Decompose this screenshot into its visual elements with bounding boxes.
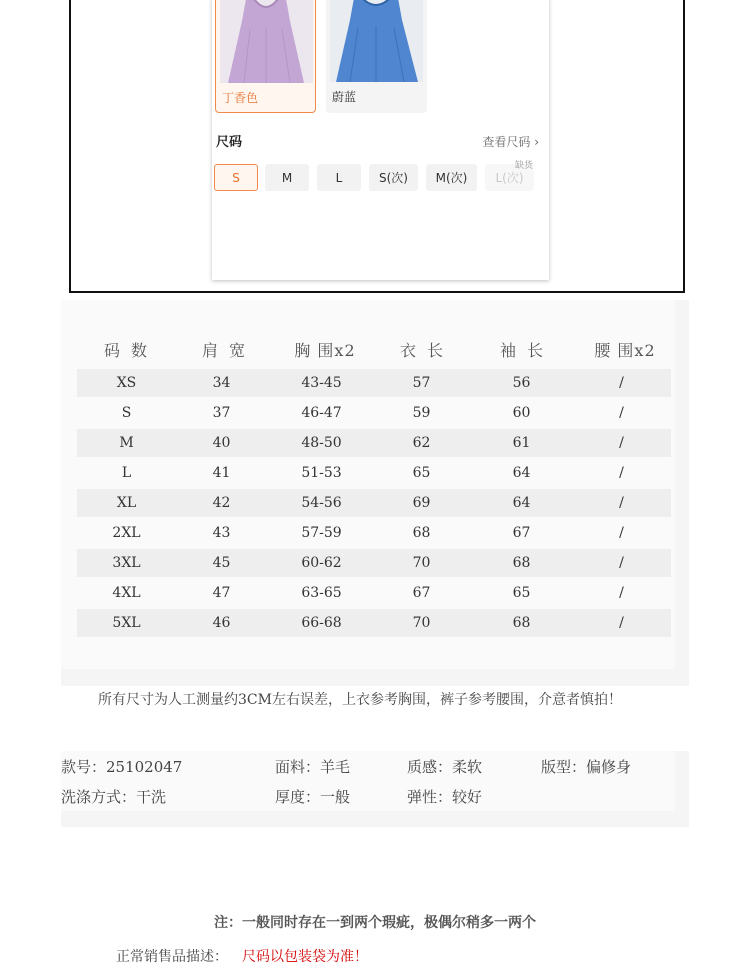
table-cell: 45 (212, 555, 231, 571)
defect-note: 注：一般同时存在一到两个瑕疵，极偶尔稍多一两个 (214, 915, 536, 931)
color-option-lilac[interactable] (215, 0, 316, 113)
table-cell: 43-45 (301, 375, 342, 391)
size-option-l-second[interactable]: L(次) (485, 164, 534, 191)
table-cell: / (619, 495, 624, 511)
table-row (77, 609, 671, 637)
header-size: 码 数 (103, 341, 151, 360)
table-cell: / (619, 615, 624, 631)
table-cell: 2XL (112, 525, 141, 541)
table-cell: 64 (512, 495, 531, 511)
header-chest: 胸 围x2 (294, 341, 356, 360)
chevron-right-icon: › (534, 135, 539, 149)
table-cell: XS (116, 375, 137, 391)
product-options-card (212, 0, 549, 280)
table-cell: 70 (412, 555, 431, 571)
elasticity: 弹性：较好 (407, 788, 483, 806)
size-option-s[interactable]: S (214, 164, 258, 191)
fabric: 面料：羊毛 (275, 758, 351, 776)
table-row (77, 369, 671, 397)
table-cell: S (121, 405, 132, 421)
table-cell: / (619, 435, 624, 451)
table-row (77, 549, 671, 577)
table-cell: 59 (412, 405, 431, 421)
color-option-label: 丁香色 (222, 91, 259, 105)
lilac-dress-image (220, 0, 313, 83)
table-cell: 3XL (112, 555, 141, 571)
style-number: 款号：25102047 (61, 758, 183, 776)
table-cell: 61 (512, 435, 531, 451)
table-cell: 67 (512, 525, 531, 541)
table-cell: 56 (512, 375, 531, 391)
table-cell: 65 (512, 585, 531, 601)
table-cell: 62 (412, 435, 431, 451)
table-cell: 43 (212, 525, 231, 541)
table-cell: 54-56 (301, 495, 342, 511)
table-cell: 41 (212, 465, 231, 481)
table-cell: 60 (512, 405, 531, 421)
header-waist: 腰 围x2 (594, 341, 656, 360)
table-cell: 67 (412, 585, 431, 601)
table-cell: XL (116, 495, 137, 511)
table-row (77, 429, 671, 457)
table-cell: 65 (412, 465, 431, 481)
washing-method: 洗涤方式：干洗 (61, 788, 167, 806)
table-cell: 34 (212, 375, 231, 391)
table-cell: 68 (512, 555, 531, 571)
table-cell: M (119, 435, 134, 451)
table-cell: 4XL (112, 585, 141, 601)
table-cell: / (619, 465, 624, 481)
fit: 版型：偏修身 (541, 758, 632, 776)
table-row (77, 489, 671, 517)
table-cell: 68 (512, 615, 531, 631)
table-cell: 70 (412, 615, 431, 631)
table-cell: 5XL (112, 615, 141, 631)
size-option-m-second[interactable]: M(次) (426, 164, 477, 191)
table-cell: 57 (412, 375, 431, 391)
out-of-stock-tag: 缺货 (514, 161, 533, 171)
header-sleeve: 袖 长 (499, 341, 547, 360)
product-screenshot-frame (69, 0, 685, 293)
table-cell: 64 (512, 465, 531, 481)
table-cell: L (121, 465, 132, 481)
table-cell: 47 (212, 585, 231, 601)
size-option-m[interactable]: M (265, 164, 309, 191)
table-cell: 69 (412, 495, 431, 511)
table-cell: 42 (212, 495, 231, 511)
table-cell: 40 (212, 435, 231, 451)
size-option-l[interactable]: L (317, 164, 361, 191)
blue-dress-image (330, 0, 423, 82)
table-row (77, 519, 671, 547)
table-cell: / (619, 555, 624, 571)
table-cell: / (619, 375, 624, 391)
header-shoulder: 肩 宽 (201, 341, 249, 360)
table-cell: 63-65 (301, 585, 342, 601)
table-cell: 57-59 (301, 525, 342, 541)
color-option-label: 蔚蓝 (332, 90, 357, 104)
table-cell: 60-62 (301, 555, 342, 571)
size-guide-link[interactable]: 查看尺码 › (482, 135, 539, 149)
texture: 质感：柔软 (407, 758, 483, 776)
table-cell: 37 (212, 405, 231, 421)
table-cell: / (619, 405, 624, 421)
thickness: 厚度：一般 (275, 788, 351, 806)
header-length: 衣 长 (399, 341, 447, 360)
table-cell: 48-50 (301, 435, 342, 451)
table-cell: 68 (412, 525, 431, 541)
table-cell: 46 (212, 615, 231, 631)
table-cell: 66-68 (301, 615, 342, 631)
color-option-blue[interactable] (326, 0, 427, 113)
table-row (77, 579, 671, 607)
size-option-s-second[interactable]: S(次) (369, 164, 418, 191)
table-cell: / (619, 525, 624, 541)
table-row (77, 459, 671, 487)
description-value: 尺码以包装袋为准！ (242, 949, 368, 965)
sales-description (116, 946, 368, 966)
table-cell: / (619, 585, 624, 601)
table-cell: 51-53 (301, 465, 342, 481)
measurement-note: 所有尺寸为人工测量约3CM左右误差，上衣参考胸围，裤子参考腰围，介意者慎拍！ (98, 692, 622, 708)
description-label: 正常销售品描述： (116, 949, 228, 965)
table-row (77, 399, 671, 427)
size-section-title: 尺码 (216, 135, 243, 150)
table-cell: 46-47 (301, 405, 342, 421)
